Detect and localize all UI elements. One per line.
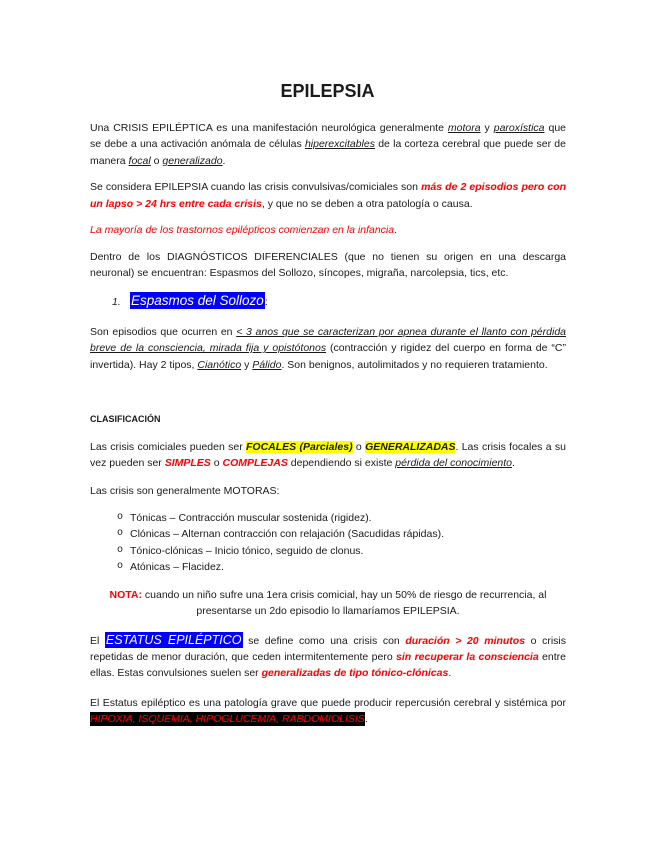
term-focal: focal xyxy=(128,154,151,167)
types-text-5: dependiendo si existe xyxy=(287,457,396,470)
sollozo-text-1: Son episodios que ocurren en xyxy=(90,325,237,338)
types-period: . xyxy=(512,457,515,470)
definition-paragraph xyxy=(90,120,566,169)
criteria-paragraph xyxy=(90,179,566,212)
systemic-causes-emphasis: HIPOXIA, ISQUEMIA, HIPOGLUCEMIA, RABDOMIOLISIS xyxy=(90,713,365,726)
bullet-marker: o xyxy=(117,528,124,540)
definition-text-3: que se debe a una activación anómala de células xyxy=(90,122,567,151)
status-text-2: se define como una crisis con xyxy=(242,634,406,647)
status-duration-emphasis: duración > 20 minutos xyxy=(405,634,526,647)
list-item-text: Tónicas – Contracción muscular sostenida (rigidez). xyxy=(130,511,372,524)
types-text-2: o xyxy=(352,440,366,453)
term-palido: Pálido xyxy=(252,358,282,371)
sollozo-text-4: . Son benignos, autolimitados y no requieren tratamiento. xyxy=(281,358,548,371)
bullet-marker: o xyxy=(117,544,124,556)
section-title-colon: : xyxy=(264,295,268,308)
status-type-emphasis: generalizadas de tipo tónico-clónicas xyxy=(261,667,449,680)
list-item-text: Clónicas – Alternan contracción con relajación (Sacudidas rápidas). xyxy=(130,528,445,541)
section-number: 1. xyxy=(112,295,121,308)
types-text-3: . Las crisis focales a su vez pueden ser xyxy=(90,440,566,470)
list-item xyxy=(90,559,566,575)
sollozo-text-3: y xyxy=(241,358,253,371)
term-generalizadas: GENERALIZADAS xyxy=(365,440,456,453)
page-title: EPILEPSIA xyxy=(280,81,375,101)
term-perdida-conocimiento: pérdida del conocimiento xyxy=(395,457,513,470)
definition-text-4: de la corteza cerebral que puede ser de manera xyxy=(90,138,566,167)
bullet-marker: o xyxy=(117,511,124,523)
definition-text-5: o xyxy=(150,154,163,167)
list-item xyxy=(90,526,566,542)
sollozo-text-2: (contracción y rigidez del cuerpo en forma de “C” invertida). Hay 2 tipos, xyxy=(90,342,566,371)
term-generalizado: generalizado xyxy=(162,154,223,167)
term-simples: SIMPLES xyxy=(164,457,211,470)
status-text-1: El xyxy=(90,634,105,647)
term-estatus-epileptico: ESTATUS EPILÉPTICO xyxy=(105,632,242,647)
onset-period: . xyxy=(394,224,398,237)
note-paragraph xyxy=(90,587,566,620)
status-period: . xyxy=(448,667,452,680)
definition-text-2: y xyxy=(480,122,494,134)
section-title: Espasmos del Sollozo xyxy=(131,292,264,308)
status-paragraph xyxy=(90,633,566,682)
types-paragraph xyxy=(90,439,566,472)
motor-seizure-list xyxy=(90,510,566,576)
systemic-period: . xyxy=(364,713,368,726)
term-motora: motora xyxy=(447,122,481,134)
differentials-paragraph: Dentro de los DIAGNÓSTICOS DIFERENCIALES (que no tienen su origen en una descarga neuronal) se encuentran: Espasmos del Sollozo, síncopes, migraña, narcolepsia, tics, etc. xyxy=(90,250,566,280)
status-text-4: entre ellas. Estas convulsiones suelen ser xyxy=(90,651,566,680)
classification-heading: CLASIFICACIÓN xyxy=(90,413,161,424)
status-text-3: o crisis repetidas de menor duración, que ceden intermitentemente pero xyxy=(90,634,566,664)
criteria-emphasis: más de 2 episodios pero con un lapso > 24 hrs entre cada crisis xyxy=(90,181,567,210)
bullet-marker: o xyxy=(117,560,124,572)
definition-period: . xyxy=(222,154,226,167)
criteria-text-1: Se considera EPILEPSIA cuando las crisis convulsivas/comiciales son xyxy=(90,181,422,194)
systemic-text: El Estatus epiléptico es una patología grave que puede producir repercusión cerebral y sistémica por xyxy=(90,696,566,709)
sollozo-paragraph xyxy=(90,324,566,373)
list-item xyxy=(90,543,566,559)
types-text-1: Las crisis comiciales pueden ser xyxy=(90,440,247,453)
list-item xyxy=(90,510,566,526)
list-item-text: Tónico-clónicas – Inicio tónico, seguido de clonus. xyxy=(130,544,364,557)
term-hiperexcitables: hiperexcitables xyxy=(304,138,375,151)
types-text-4: o xyxy=(210,457,223,470)
onset-paragraph xyxy=(90,222,566,238)
systemic-paragraph xyxy=(90,695,566,728)
section-heading-espasmos xyxy=(90,292,566,312)
criteria-text-2: , y que no se deben a otra patología o causa. xyxy=(261,197,473,210)
note-text: cuando un niño sufre una 1era crisis comicial, hay un 50% de riesgo de recurrencia, al presentarse un 2do episodio lo llamaríamos EPILEPSIA. xyxy=(141,588,547,618)
onset-emphasis: La mayoría de los trastornos epilépticos comienzan en la infancia xyxy=(90,224,395,237)
term-cianotico: Cianótico xyxy=(197,358,242,371)
document-body xyxy=(90,120,566,727)
sollozo-definition-emphasis: < 3 anos que se caracterizan por apnea durante el llanto con pérdida breve de la consciencia, mirada fija y opistótonos xyxy=(90,325,566,355)
motor-intro-paragraph: Las crisis son generalmente MOTORAS: xyxy=(90,484,280,497)
term-paroxistica: paroxística xyxy=(493,122,545,134)
term-focales: FOCALES (Parciales) xyxy=(246,440,353,453)
definition-text-1: Una CRISIS EPILÉPTICA es una manifestación neurológica generalmente xyxy=(90,122,448,134)
list-item-text: Atónicas – Flacidez. xyxy=(130,560,224,573)
note-label: NOTA: xyxy=(109,588,142,601)
term-complejas: COMPLEJAS xyxy=(222,457,288,470)
status-consciousness-emphasis: sin recuperar la consciencia xyxy=(396,651,539,664)
